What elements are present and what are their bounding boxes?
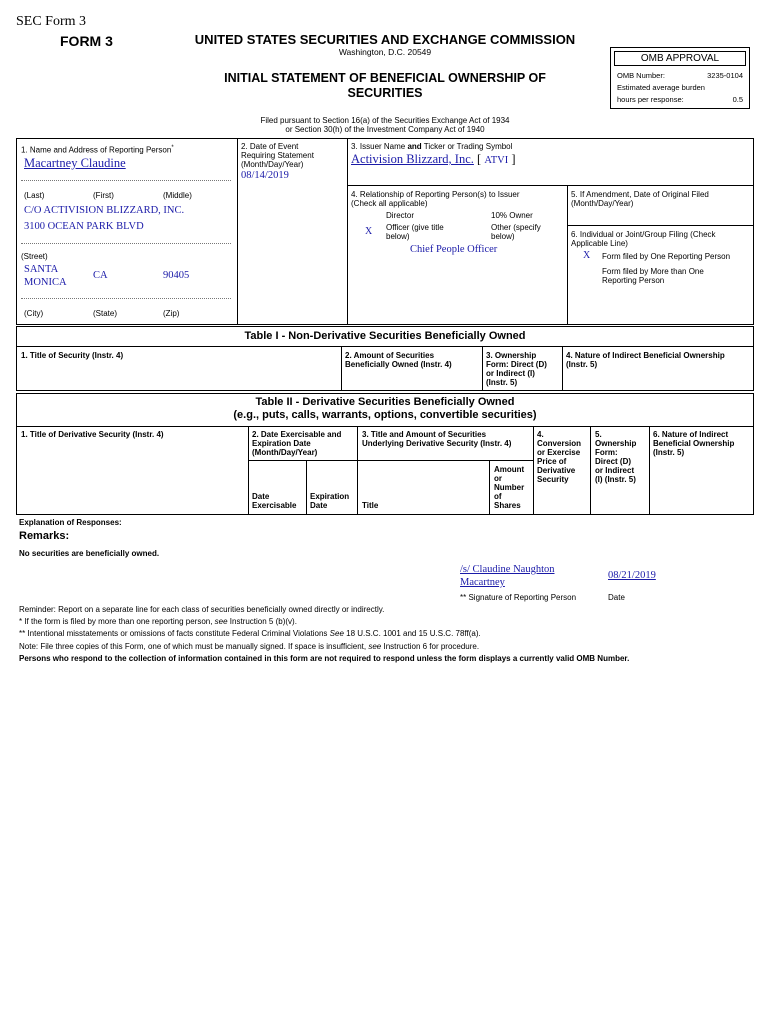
omb-burden-label: Estimated average burden — [617, 83, 705, 92]
table-2-sub-title: Title — [362, 501, 379, 510]
agency-name: UNITED STATES SECURITIES AND EXCHANGE COMMISSION — [194, 32, 576, 47]
last-label: (Last) — [24, 191, 45, 200]
event-date-value: 08/14/2019 — [241, 170, 289, 181]
filed-line-2: or Section 30(h) of the Investment Company Act of 1940 — [285, 125, 485, 134]
omb-hours-value: 0.5 — [732, 95, 743, 104]
remarks-label: Remarks: — [19, 530, 70, 542]
issuer-line: Activision Blizzard, Inc. [ ATVI ] — [351, 152, 516, 166]
omb-header: OMB APPROVAL — [614, 51, 746, 66]
footnote-3: Note: File three copies of this Form, one of which must be manually signed. If space is insufficient, see Instruction 6 for procedure. — [19, 642, 480, 651]
omb-number-label: OMB Number: — [617, 71, 665, 80]
agency-location: Washington, D.C. 20549 — [338, 47, 432, 57]
street-label: (Street) — [21, 252, 48, 261]
middle-label: (Middle) — [163, 191, 192, 200]
first-label: (First) — [93, 191, 114, 200]
statement-title-1: INITIAL STATEMENT OF BENEFICIAL OWNERSHIP OF — [224, 71, 546, 85]
box4-label: 4. Relationship of Reporting Person(s) to Issuer (Check all applicable) — [351, 190, 520, 208]
table-2-col-title: 1. Title of Derivative Security (Instr. 4) — [21, 430, 164, 439]
box2-label: 2. Date of Event Requiring Statement (Month/Day/Year) — [241, 142, 314, 169]
form-label: FORM 3 — [60, 33, 113, 49]
state-label: (State) — [93, 309, 118, 318]
signature-value: /s/ Claudine Naughton Macartney — [460, 564, 555, 588]
more-persons-label: Form filed by More than One Reporting Person — [602, 267, 704, 285]
omb-hours-label: hours per response: — [617, 95, 684, 104]
explanation-label: Explanation of Responses: — [19, 518, 122, 527]
table-2-col-conversion: 4. Conversion or Exercise Price of Derivative Security — [537, 430, 582, 484]
reporting-person-name[interactable]: Macartney Claudine — [24, 156, 126, 170]
one-person-label: Form filed by One Reporting Person — [602, 252, 731, 261]
table-1-col-nature: 4. Nature of Indirect Beneficial Ownership (Instr. 5) — [566, 351, 725, 369]
officer-title-value: Chief People Officer — [410, 244, 498, 255]
omb-number-value: 3235-0104 — [707, 71, 743, 80]
signature-label: ** Signature of Reporting Person — [460, 593, 577, 602]
table-1-col-title: 1. Title of Security (Instr. 4) — [21, 351, 124, 360]
document-title: SEC Form 3 — [16, 14, 87, 29]
remarks-text: No securities are beneficially owned. — [19, 549, 160, 558]
zip-value: 90405 — [163, 270, 190, 281]
omb-disclaimer: Persons who respond to the collection of information contained in this form are not required to respond unless the form displays a currently valid OMB Number. — [19, 654, 630, 663]
officer-checkmark: X — [365, 226, 373, 237]
ticker-symbol: ATVI — [484, 155, 509, 166]
signature-date-value: 08/21/2019 — [608, 570, 656, 581]
city-line-2: MONICA — [24, 277, 67, 288]
officer-label: Officer (give title below) — [386, 223, 444, 241]
table-2-col-ownership: 5. Ownership Form: Direct (D) or Indirect (I) (Instr. 5) — [595, 430, 637, 484]
table-2-title: Table II - Derivative Securities Beneficially Owned (e.g., puts, calls, warrants, options, convertible securities) — [233, 396, 537, 421]
box1-label: 1. Name and Address of Reporting Person* — [21, 145, 174, 155]
table-2-sub-date-exercisable: Date Exercisable — [252, 492, 297, 510]
table-2-sub-amount: Amount or Number of Shares — [494, 465, 525, 510]
table-2-col-underlying: 3. Title and Amount of Securities Underlying Derivative Security (Instr. 4) — [362, 430, 512, 448]
city-label: (City) — [24, 309, 44, 318]
address-line-1: C/O ACTIVISION BLIZZARD, INC. — [24, 205, 185, 216]
signature-date-label: Date — [608, 593, 625, 602]
zip-label: (Zip) — [163, 309, 180, 318]
one-person-checkmark: X — [583, 250, 591, 261]
box3-label: 3. Issuer Name and Ticker or Trading Symbol — [351, 142, 513, 151]
footnote-1: * If the form is filed by more than one reporting person, see Instruction 5 (b)(v). — [19, 617, 297, 626]
table-2-col-dates: 2. Date Exercisable and Expiration Date (Month/Day/Year) — [252, 430, 342, 457]
other-label: Other (specify below) — [491, 223, 541, 241]
table-2-col-nature: 6. Nature of Indirect Beneficial Ownership (Instr. 5) — [653, 430, 735, 457]
ten-percent-owner-label: 10% Owner — [491, 211, 533, 220]
table-2-sub-expiration: Expiration Date — [310, 492, 350, 510]
statement-title-2: SECURITIES — [347, 86, 423, 100]
table-1-col-ownership: 3. Ownership Form: Direct (D) or Indirect (I) (Instr. 5) — [486, 351, 547, 387]
director-label: Director — [386, 211, 415, 220]
omb-approval-box — [610, 47, 750, 109]
issuer-name-link[interactable]: Activision Blizzard, Inc. — [351, 152, 474, 166]
filed-line-1: Filed pursuant to Section 16(a) of the Securities Exchange Act of 1934 — [260, 116, 510, 125]
city-line-1: SANTA — [24, 264, 59, 275]
reminder-note: Reminder: Report on a separate line for each class of securities beneficially owned directly or indirectly. — [19, 605, 385, 614]
box6-label: 6. Individual or Joint/Group Filing (Check Applicable Line) — [571, 230, 716, 248]
address-line-2: 3100 OCEAN PARK BLVD — [24, 221, 144, 232]
table-1-col-amount: 2. Amount of Securities Beneficially Owned (Instr. 4) — [345, 351, 452, 369]
table-1-title: Table I - Non-Derivative Securities Beneficially Owned — [244, 330, 526, 342]
footnote-2: ** Intentional misstatements or omissions of facts constitute Federal Criminal Violations See 18 U.S.C. 1001 and 15 U.S.C. 78ff(a). — [19, 629, 481, 638]
state-value: CA — [93, 270, 108, 281]
box5-label: 5. If Amendment, Date of Original Filed (Month/Day/Year) — [571, 190, 709, 208]
